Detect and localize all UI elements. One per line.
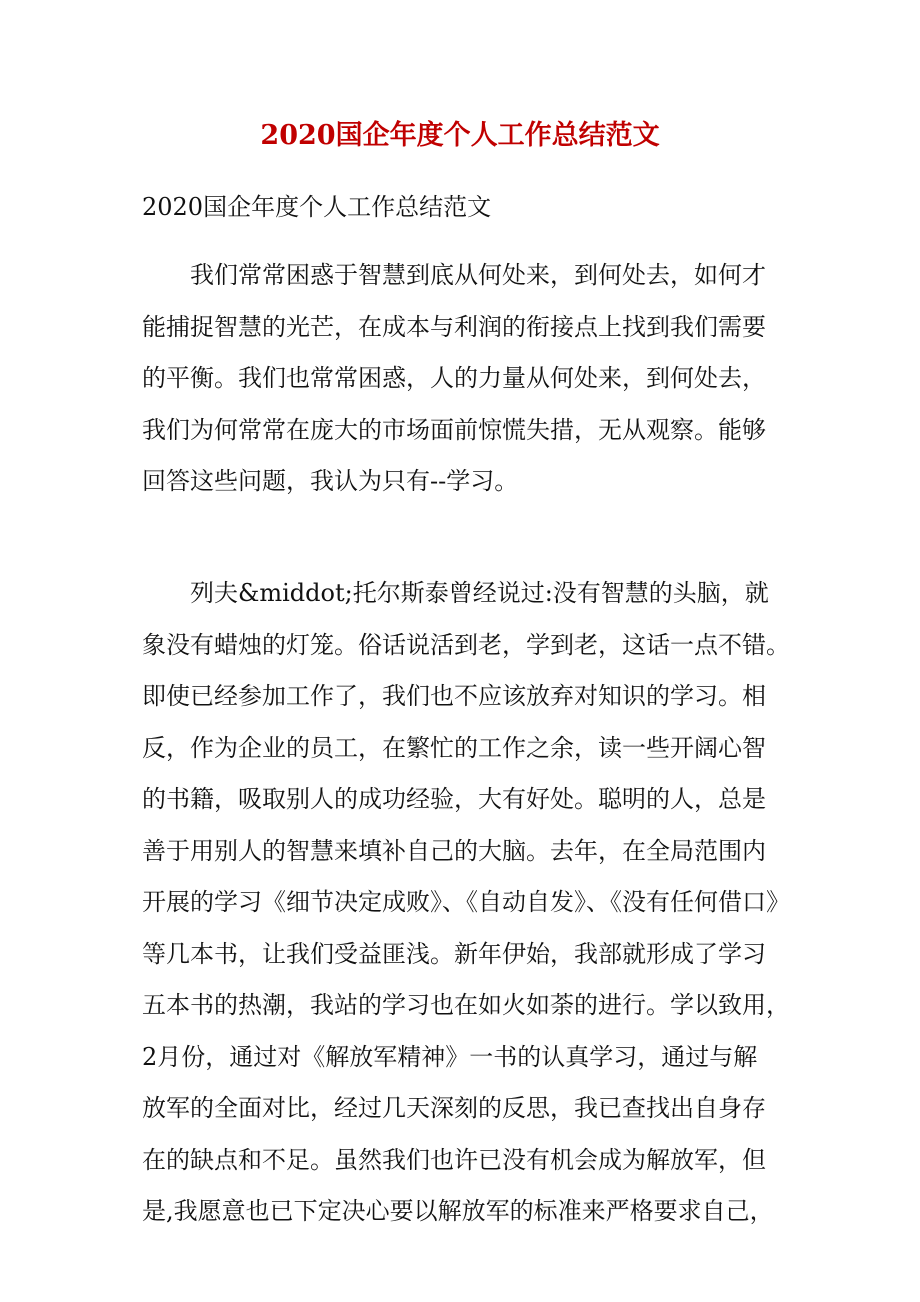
paragraph-line: 2月份，通过对《解放军精神》一书的认真学习，通过与解 [142, 1042, 758, 1071]
paragraph-line: 开展的学习《细节决定成败》、《自动自发》、《没有任何借口》 [142, 888, 790, 916]
paragraph-line: 象没有蜡烛的灯笼。俗话说活到老，学到老，这话一点不错。 [142, 630, 790, 659]
paragraph-line: 善于用别人的智慧来填补自己的大脑。去年，在全局范围内 [142, 836, 766, 865]
paragraph-line: 的平衡。我们也常常困惑，人的力量从何处来，到何处去， [142, 364, 766, 392]
paragraph-line: 即使已经参加工作了，我们也不应该放弃对知识的学习。相 [142, 682, 766, 710]
paragraph-line: 列夫&middot;托尔斯泰曾经说过:没有智慧的头脑，就 [190, 579, 769, 607]
paragraph-line: 五本书的热潮，我站的学习也在如火如荼的进行。学以致用， [142, 991, 790, 1019]
paragraph-line: 等几本书，让我们受益匪浅。新年伊始，我部就形成了学习 [142, 939, 766, 968]
paragraph-line: 放军的全面对比，经过几天深刻的反思，我已查找出自身存 [142, 1094, 766, 1122]
paragraph-line: 我们常常困惑于智慧到底从何处来，到何处去，如何才 [190, 261, 766, 289]
paragraph-line: 是,我愿意也已下定决心要以解放军的标准来严格要求自己， [142, 1197, 774, 1225]
paragraph-1 [142, 250, 782, 508]
paragraph-line: 回答这些问题，我认为只有--学习。 [142, 467, 519, 495]
document-title: 2020国企年度个人工作总结范文 [260, 120, 660, 151]
paragraph-line: 能捕捉智慧的光芒，在成本与利润的衔接点上找到我们需要 [142, 312, 766, 341]
paragraph-2 [142, 568, 790, 1238]
paragraph-line: 我们为何常常在庞大的市场面前惊慌失措，无从观察。能够 [142, 415, 766, 444]
document-subtitle: 2020国企年度个人工作总结范文 [142, 193, 492, 221]
paragraph-line: 反，作为企业的员工，在繁忙的工作之余，读一些开阔心智 [142, 733, 766, 762]
paragraph-line: 的书籍，吸取别人的成功经验，大有好处。聪明的人，总是 [142, 785, 766, 813]
paragraph-line: 在的缺点和不足。虽然我们也许已没有机会成为解放军，但 [142, 1145, 766, 1174]
